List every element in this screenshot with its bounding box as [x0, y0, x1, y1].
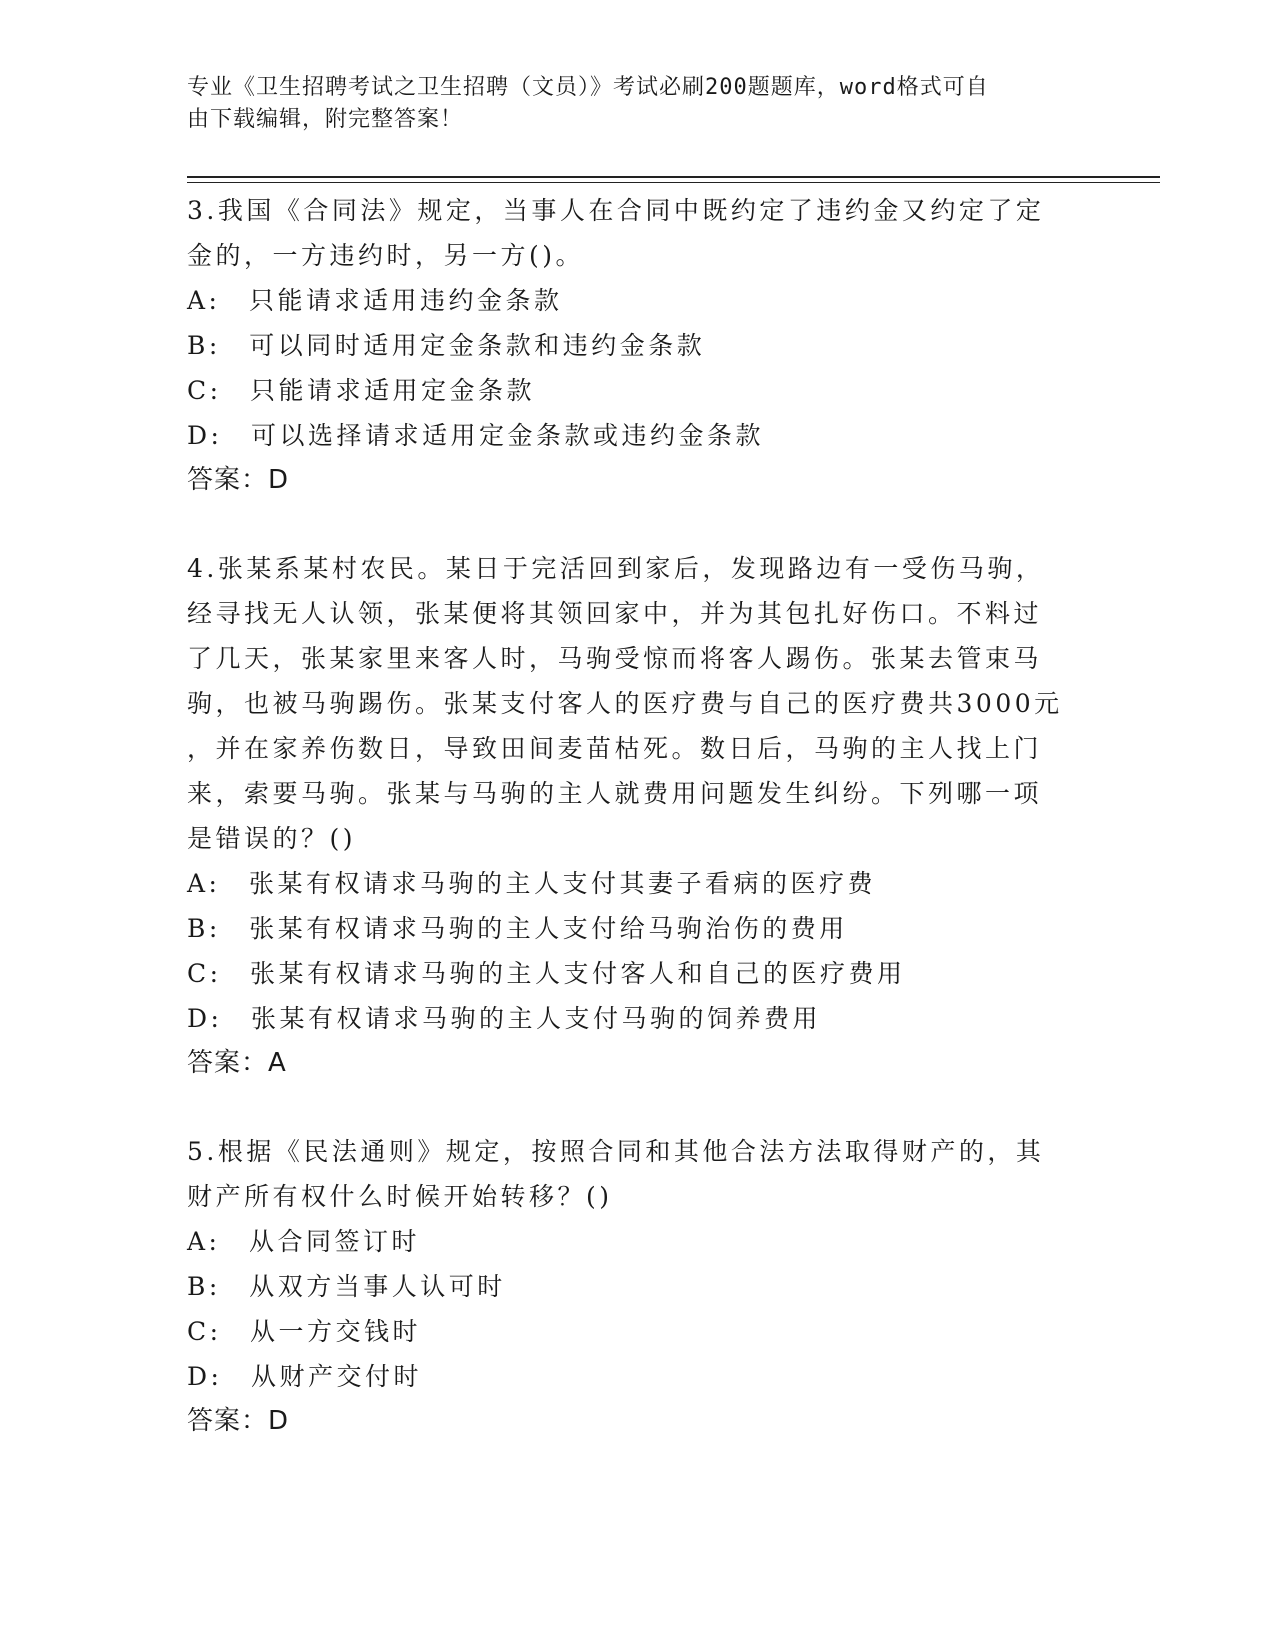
- option-d: D: 可以选择请求适用定金条款或违约金条款: [187, 421, 764, 450]
- header-divider-thin: [187, 182, 1160, 183]
- question-4: [187, 546, 1087, 1086]
- answer-label: 答案：A: [187, 1048, 287, 1078]
- question-text-line: 经寻找无人认领，张某便将其领回家中，并为其包扎好伤口。不料过: [187, 599, 1043, 628]
- question-text-line: 金的，一方违约时，另一方()。: [187, 241, 585, 270]
- option-a: A: 从合同签订时: [187, 1227, 420, 1256]
- question-text-line: 驹，也被马驹踢伤。张某支付客人的医疗费与自己的医疗费共3000元: [187, 689, 1063, 718]
- option-a: A: 张某有权请求马驹的主人支付其妻子看病的医疗费: [187, 869, 876, 898]
- question-5: [187, 1129, 1087, 1444]
- option-c: C: 张某有权请求马驹的主人支付客人和自己的医疗费用: [187, 959, 906, 988]
- question-text-line: 财产所有权什么时候开始转移？(): [187, 1182, 613, 1211]
- document-header: [187, 72, 1087, 136]
- question-text-line: ，并在家养伤数日，导致田间麦苗枯死。数日后，马驹的主人找上门: [187, 734, 1043, 763]
- answer-label: 答案：D: [187, 1406, 290, 1436]
- option-d: D: 从财产交付时: [187, 1362, 422, 1391]
- option-a: A: 只能请求适用违约金条款: [187, 286, 563, 315]
- question-text-line: 3.我国《合同法》规定，当事人在合同中既约定了违约金又约定了定: [187, 196, 1045, 225]
- question-3: [187, 188, 1087, 503]
- header-line-1: 专业《卫生招聘考试之卫生招聘（文员）》考试必刷200题题库，word格式可自: [187, 75, 989, 100]
- header-divider-thick: [187, 176, 1160, 178]
- option-c: C: 只能请求适用定金条款: [187, 376, 536, 405]
- option-b: B: 可以同时适用定金条款和违约金条款: [187, 331, 706, 360]
- option-d: D: 张某有权请求马驹的主人支付马驹的饲养费用: [187, 1004, 821, 1033]
- option-c: C: 从一方交钱时: [187, 1317, 422, 1346]
- option-b: B: 从双方当事人认可时: [187, 1272, 506, 1301]
- question-text-line: 来，索要马驹。张某与马驹的主人就费用问题发生纠纷。下列哪一项: [187, 779, 1043, 808]
- question-text-line: 5.根据《民法通则》规定，按照合同和其他合法方法取得财产的，其: [187, 1137, 1045, 1166]
- question-list: [187, 188, 1087, 1487]
- answer-label: 答案：D: [187, 465, 290, 495]
- header-line-2: 由下载编辑，附完整答案！: [187, 107, 464, 132]
- question-text-line: 了几天，张某家里来客人时，马驹受惊而将客人踢伤。张某去管束马: [187, 644, 1043, 673]
- question-text-line: 4.张某系某村农民。某日于完活回到家后，发现路边有一受伤马驹，: [187, 554, 1045, 583]
- option-b: B: 张某有权请求马驹的主人支付给马驹治伤的费用: [187, 914, 848, 943]
- question-text-line: 是错误的？(): [187, 824, 357, 853]
